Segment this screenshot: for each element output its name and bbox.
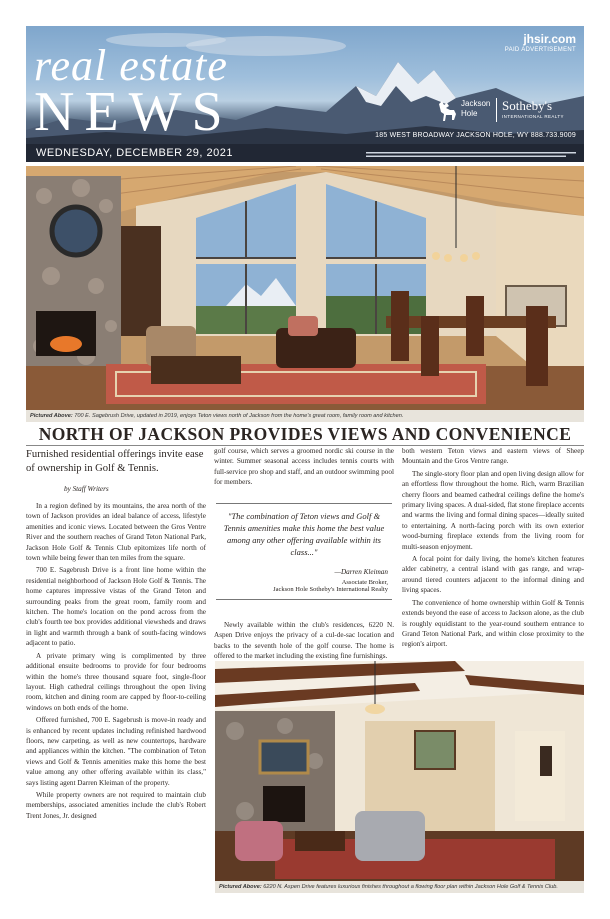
paid-advertisement-label: PAID ADVERTISEMENT	[504, 47, 576, 53]
brand-hole: Hole	[461, 109, 478, 118]
brand-subtitle: INTERNATIONAL REALTY	[502, 114, 564, 119]
paragraph: Newly available within the club's residences, 6220 N. Aspen Drive enjoys the privacy of a cul-de-sac location and backs to the seventh hole of the golf course. The home is offered to the market including the existing fine furnishings.	[214, 621, 394, 661]
photo1-caption-text: 700 E. Sagebrush Drive, updated in 2019, enjoys Teton views north of Jackson from the home's great room, family room and kitchen.	[72, 413, 404, 419]
site-url: jhsir.com	[523, 32, 576, 46]
masthead-title-news: NEWS	[34, 81, 233, 143]
pull-quote-company: Jackson Hole Sotheby's International Realty	[273, 586, 388, 593]
article-column-2-top	[214, 446, 394, 490]
paragraph: In a region defined by its mountains, the area north of the town of Jackson provides an ideal balance of access, lifestyle amenities and iconic views. Located between the Gros Ventre River and the southern reaches of Grand Teton National Park, Jackson Hole Golf & Tennis Club epitomizes life north of town while being fewer than ten miles from the square.	[26, 502, 206, 563]
paragraph: Offered furnished, 700 E. Sagebrush is move-in ready and is enhanced by recent updates including refinished hardwood floors, new carpeting, as well as new countertops, hardware and appliances within the kitchen. "The combination of Teton views and Golf & Tennis amenities make this home the best value among any other offering available within its class," says listing agent Darren Kleiman of the property.	[26, 716, 206, 787]
moose-icon	[436, 100, 458, 124]
pull-quote-title: Associate Broker,	[341, 579, 388, 586]
article-headline: NORTH OF JACKSON PROVIDES VIEWS AND CONVENIENCE	[38, 424, 572, 444]
brand-sothebys: Sotheby's	[502, 98, 553, 113]
office-address: 185 WEST BROADWAY JACKSON HOLE, WY 888.733.9009	[375, 132, 576, 139]
pull-quote-text: "The combination of Teton views and Golf & Tennis amenities make this home the best value among any other offering available within its class..."	[223, 511, 385, 557]
pull-quote	[216, 503, 392, 600]
photo1-caption	[26, 410, 584, 422]
paragraph: While property owners are not required to maintain club memberships, associated amenities include the club's Robert Trent Jones, Jr. designed	[26, 790, 206, 820]
photo2-caption	[215, 881, 584, 893]
paragraph: A focal point for daily living, the home's kitchen features alder cabinetry, a central island with gas range, and wrap-around tiered counters adjacent to the informal dining and living spaces.	[402, 555, 584, 595]
paragraph: A private primary wing is complimented by three additional ensuite bedrooms to provide for four bedrooms within the home's three thousand square foot, single-floor layout. High cathedral ceilings throughout the open living room, kitchen and dining room are capped by floor-to-ceiling windows on both ends of the home.	[26, 651, 206, 712]
paragraph: 700 E. Sagebrush Drive is a front line home within the residential neighborhood of Jackson Hole Golf & Tennis. The home captures impressive vistas of the Grand Teton and surrounding peaks from the great room, family room and kitchen. The home's location on the pond across from the club's fourth tee box provides additional viewsheds and draws in light and warmth through a bank of south-facing windows adjacent to patio.	[26, 566, 206, 648]
article-column-1	[26, 501, 206, 823]
pull-quote-attribution: —Darren Kleiman	[334, 568, 388, 576]
paragraph: The convenience of home ownership within Golf & Tennis extends beyond the ease of access to Jackson alone, as the club is roughly equidistant to the year-round southern entrance to Grand Teton National Park, and within close proximity to the region's airport.	[402, 598, 584, 649]
brand-jackson: Jackson	[461, 99, 491, 108]
masthead-title-real-estate: real estate	[34, 41, 228, 90]
article-column-3	[402, 446, 584, 652]
fine-print-disclaimer	[366, 151, 576, 159]
photo2-caption-text: 6220 N. Aspen Drive features luxurious finishes throughout a flowing floor plan within Jackson Hole Golf & Tennis Club.	[261, 884, 558, 890]
paragraph: The single-story floor plan and open living design allow for an effortless flow throughout the home. Rich, warm Brazilian cherry floors and beamed cathedral ceilings define the home's primary living spaces. A dual-sided, flat stone fireplace accents and warms the living and formal dining spaces—ideally suited to entertaining. A north-facing porch with its own exterior wood-burning fireplace extends from the living room for multi-season enjoyment.	[402, 469, 584, 551]
article-byline: by Staff Writers	[64, 485, 109, 493]
living-room-photo	[215, 661, 584, 881]
sothebys-logo	[436, 98, 584, 128]
great-room-photo	[26, 166, 584, 410]
article-subhead: Furnished residential offerings invite ease of ownership in Golf & Tennis.	[26, 449, 204, 474]
photo1-caption-label: Pictured Above:	[30, 413, 73, 419]
photo2-caption-label: Pictured Above:	[219, 884, 262, 890]
issue-date: WEDNESDAY, DECEMBER 29, 2021	[36, 147, 233, 159]
masthead-banner	[26, 26, 584, 162]
paragraph: both western Teton views and eastern views of Sheep Mountain and the Gros Ventre range.	[402, 447, 584, 466]
paragraph: golf course, which serves a groomed nordic ski course in the winter. Summer seasonal access includes tennis courts with full-service pro shop and staff, and an outdoor swimming pool for members.	[214, 447, 394, 487]
